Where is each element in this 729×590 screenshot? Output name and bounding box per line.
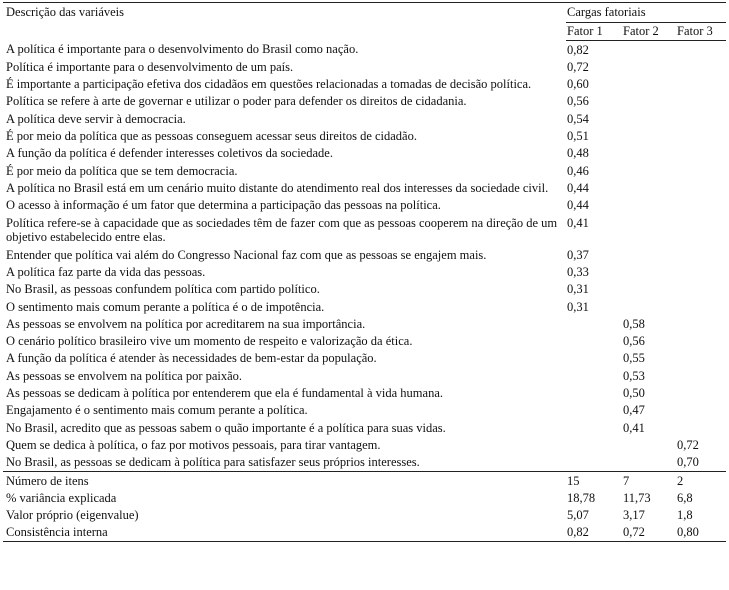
factor-3-header: Fator 3 — [676, 22, 726, 40]
variable-description: A política é importante para o desenvolvimento do Brasil como nação. — [6, 42, 359, 57]
summary-factor-1: 0,82 — [566, 524, 622, 542]
loading-factor-3 — [676, 246, 726, 263]
summary-label: Valor próprio (eigenvalue) — [6, 508, 139, 523]
summary-factor-2: 11,73 — [623, 490, 651, 505]
loading-factor-3 — [676, 110, 726, 127]
loading-factor-1 — [566, 385, 622, 402]
loading-factor-1: 0,44 — [567, 180, 589, 195]
loading-factor-2 — [622, 298, 676, 315]
summary-factor-2: 3,17 — [623, 508, 645, 523]
variable-description: É importante a participação efetiva dos cidadãos em questões relacionadas a tomadas de decisão política. — [6, 77, 532, 92]
loading-factor-3 — [676, 76, 726, 93]
loading-factor-2 — [622, 197, 676, 214]
table-row — [3, 419, 726, 436]
summary-row — [3, 507, 726, 524]
loading-factor-1: 0,51 — [567, 129, 589, 144]
table-row — [3, 402, 726, 419]
loading-factor-3 — [676, 41, 726, 59]
table-row — [3, 281, 726, 298]
variable-description: A política no Brasil está em um cenário muito distante do atendimento real dos interesses da sociedade civil. — [6, 180, 549, 195]
table-row — [3, 298, 726, 315]
table-row — [3, 454, 726, 472]
loading-factor-1 — [566, 333, 622, 350]
variable-description: As pessoas se envolvem na política por acreditarem na sua importância. — [6, 316, 366, 331]
variable-description: A função da política é defender interesses coletivos da sociedade. — [6, 146, 333, 161]
variables-body — [3, 41, 726, 472]
loading-factor-1: 0,31 — [567, 282, 589, 297]
loading-factor-2 — [622, 263, 676, 280]
loading-factor-3 — [676, 350, 726, 367]
loading-factor-3: 0,70 — [677, 455, 699, 470]
variable-description: Política é importante para o desenvolvimento de um país. — [6, 59, 294, 74]
table-row — [3, 367, 726, 384]
variable-description: O sentimento mais comum perante a política é o de impotência. — [6, 299, 325, 314]
table-row — [3, 93, 726, 110]
variable-description: As pessoas se dedicam à política por entenderem que ela é fundamental à vida humana. — [6, 386, 443, 401]
loading-factor-1 — [566, 454, 622, 472]
table-row — [3, 58, 726, 75]
loading-factor-1 — [566, 367, 622, 384]
loading-factor-2 — [622, 281, 676, 298]
summary-body — [3, 472, 726, 542]
loading-factor-1 — [566, 436, 622, 453]
variable-description: Política refere-se à capacidade que as sociedades têm de fazer com que as pessoas cooperem na direção de um objetivo estabelecido entre elas. — [6, 215, 558, 245]
summary-factor-1: 15 — [566, 472, 622, 490]
table-row — [3, 246, 726, 263]
description-column-header: Descrição das variáveis — [3, 3, 566, 41]
loading-factor-1: 0,60 — [567, 77, 589, 92]
loadings-group-header: Cargas fatoriais — [566, 3, 726, 23]
loading-factor-3 — [676, 402, 726, 419]
loading-factor-3 — [676, 179, 726, 196]
variable-description: Entender que política vai além do Congresso Nacional faz com que as pessoas se engajem mais. — [6, 247, 487, 262]
loading-factor-2 — [622, 246, 676, 263]
variable-description: É por meio da política que as pessoas conseguem acessar seus direitos de cidadão. — [6, 129, 417, 144]
summary-row — [3, 524, 726, 542]
variable-description: O cenário político brasileiro vive um momento de respeito e valorização da ética. — [6, 334, 413, 349]
table-row — [3, 333, 726, 350]
loading-factor-3 — [676, 385, 726, 402]
loading-factor-2 — [622, 145, 676, 162]
variable-description: O acesso à informação é um fator que determina a participação das pessoas na política. — [6, 198, 441, 213]
summary-factor-2: 7 — [622, 472, 676, 490]
loading-factor-1: 0,82 — [567, 42, 589, 57]
loading-factor-2 — [622, 128, 676, 145]
loading-factor-2: 0,50 — [623, 386, 645, 401]
summary-factor-3: 0,80 — [676, 524, 726, 542]
loading-factor-3 — [676, 58, 726, 75]
summary-factor-3: 2 — [676, 472, 726, 490]
loading-factor-2 — [622, 76, 676, 93]
table-row — [3, 179, 726, 196]
variable-description: No Brasil, as pessoas confundem política com partido político. — [6, 282, 320, 297]
loading-factor-2 — [622, 179, 676, 196]
loading-factor-2: 0,47 — [623, 403, 645, 418]
table-row — [3, 350, 726, 367]
loading-factor-3 — [676, 162, 726, 179]
loading-factor-3 — [676, 333, 726, 350]
variable-description: No Brasil, as pessoas se dedicam à política para satisfazer seus próprios interesses. — [6, 455, 420, 470]
summary-factor-1: 5,07 — [567, 508, 589, 523]
loading-factor-2: 0,53 — [623, 368, 645, 383]
summary-label: % variância explicada — [6, 490, 117, 505]
table-row — [3, 162, 726, 179]
summary-factor-1: 18,78 — [567, 490, 596, 505]
loading-factor-1: 0,54 — [567, 111, 589, 126]
loading-factor-3 — [676, 145, 726, 162]
variable-description: A política faz parte da vida das pessoas. — [6, 264, 206, 279]
loading-factor-3 — [676, 281, 726, 298]
loading-factor-3: 0,72 — [677, 437, 699, 452]
table-row — [3, 110, 726, 127]
loading-factor-1 — [566, 419, 622, 436]
variable-description: A função da política é atender às necessidades de bem-estar da população. — [6, 351, 377, 366]
loading-factor-2 — [622, 436, 676, 453]
table-row — [3, 263, 726, 280]
loading-factor-1 — [566, 402, 622, 419]
table-row — [3, 128, 726, 145]
loading-factor-2 — [622, 110, 676, 127]
loading-factor-1: 0,72 — [567, 59, 589, 74]
loading-factor-1 — [566, 350, 622, 367]
loading-factor-3 — [676, 419, 726, 436]
variable-description: As pessoas se envolvem na política por paixão. — [6, 368, 243, 383]
loading-factor-1: 0,31 — [567, 299, 589, 314]
factor-1-header: Fator 1 — [566, 22, 622, 40]
summary-label: Consistência interna — [3, 524, 566, 542]
loading-factor-1: 0,44 — [567, 198, 589, 213]
loading-factor-2: 0,56 — [623, 334, 645, 349]
loading-factor-3 — [676, 263, 726, 280]
loading-factor-3 — [676, 93, 726, 110]
table-row — [3, 197, 726, 214]
loading-factor-2 — [622, 162, 676, 179]
loading-factor-2 — [622, 214, 676, 246]
summary-factor-3: 1,8 — [677, 508, 693, 523]
loading-factor-1: 0,33 — [567, 264, 589, 279]
loading-factor-1: 0,37 — [567, 247, 589, 262]
variable-description: É por meio da política que se tem democracia. — [6, 163, 238, 178]
summary-factor-2: 0,72 — [622, 524, 676, 542]
summary-row — [3, 472, 726, 490]
loading-factor-3 — [676, 128, 726, 145]
loading-factor-2: 0,55 — [623, 351, 645, 366]
loading-factor-3 — [676, 197, 726, 214]
variable-description: Engajamento é o sentimento mais comum perante a política. — [6, 403, 308, 418]
loading-factor-3 — [676, 298, 726, 315]
table-row — [3, 76, 726, 93]
loading-factor-3 — [676, 367, 726, 384]
loading-factor-1: 0,48 — [567, 146, 589, 161]
table-row — [3, 214, 726, 246]
variable-description: Política se refere à arte de governar e utilizar o poder para defender os direitos de cidadania. — [6, 94, 467, 109]
factor-2-header: Fator 2 — [622, 22, 676, 40]
summary-label: Número de itens — [3, 472, 566, 490]
table-row — [3, 385, 726, 402]
factor-loadings-table — [3, 2, 726, 542]
loading-factor-3 — [676, 214, 726, 246]
table-row — [3, 145, 726, 162]
loading-factor-2: 0,58 — [623, 316, 645, 331]
table-row — [3, 41, 726, 59]
summary-row — [3, 489, 726, 506]
table-row — [3, 315, 726, 332]
loading-factor-2 — [622, 93, 676, 110]
loading-factor-2 — [622, 58, 676, 75]
variable-description: A política deve servir à democracia. — [6, 111, 186, 126]
summary-factor-3: 6,8 — [677, 490, 693, 505]
loading-factor-3 — [676, 315, 726, 332]
loading-factor-1 — [566, 315, 622, 332]
loading-factor-1: 0,46 — [567, 163, 589, 178]
variable-description: Quem se dedica à política, o faz por motivos pessoais, para tirar vantagem. — [6, 437, 381, 452]
loading-factor-2: 0,41 — [623, 420, 645, 435]
loading-factor-1: 0,41 — [567, 215, 589, 230]
header-row-group — [3, 3, 726, 23]
loading-factor-1: 0,56 — [567, 94, 589, 109]
loading-factor-2 — [622, 41, 676, 59]
table-row — [3, 436, 726, 453]
variable-description: No Brasil, acredito que as pessoas sabem o quão importante é a política para suas vidas. — [6, 420, 446, 435]
loading-factor-2 — [622, 454, 676, 472]
